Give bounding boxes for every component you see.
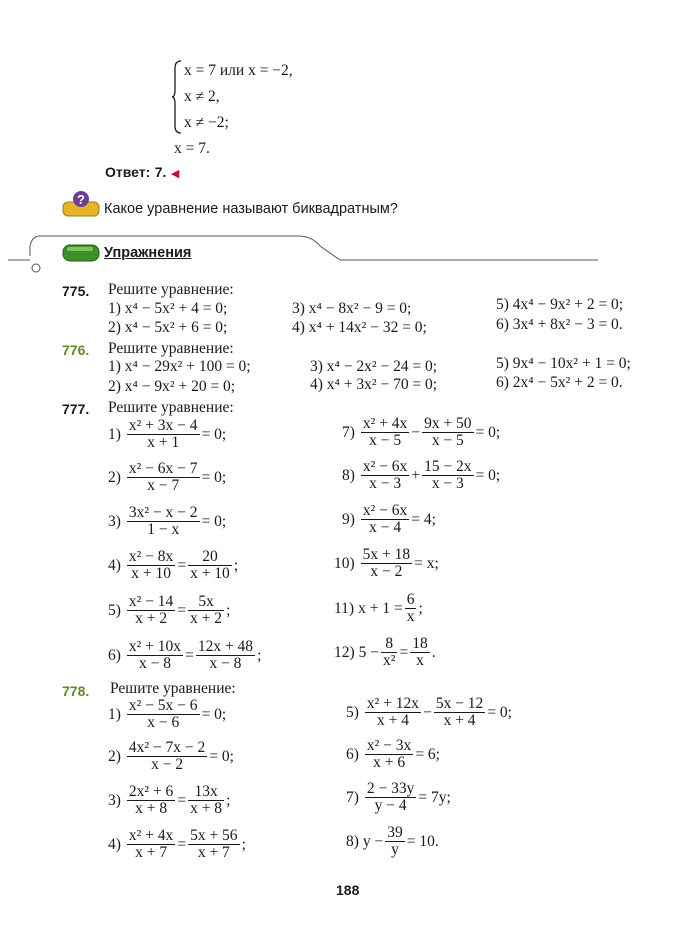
fraction: $\frac{\text{x² − 6x}}{x - 4}$: [362, 502, 408, 536]
ex778-part-7: 7) $\frac{2 - 33y}{y - 4}$ = 7y;: [346, 780, 451, 814]
exercises-icon: [62, 244, 100, 262]
fraction: $\frac{13x}{x + 8}$: [190, 783, 223, 817]
exercise-775-number: 775.: [62, 283, 90, 299]
result-line: x = 7.: [174, 140, 210, 157]
fraction: $\frac{15 - 2x}{x - 3}$: [424, 458, 472, 492]
ex777-part-10: 10) $\frac{5x + 18}{x - 2}$ = x;: [334, 546, 439, 580]
ex777-part-7: 7) $\frac{\text{x² + 4x}}{x - 5}$ − $\frac{9x + 50}{x - 5}$ = 0;: [342, 415, 501, 449]
fraction: $\frac{\text{4x² − 7x − 2}}{x - 2}$: [128, 739, 206, 773]
exercise-777-prompt: Решите уравнение:: [108, 399, 234, 416]
ex775-item-3: 3) x⁴ − 8x² − 9 = 0;: [292, 300, 412, 317]
exercise-778-prompt: Решите уравнение:: [110, 680, 236, 697]
exercise-775-prompt: Решите уравнение:: [108, 281, 234, 298]
end-marker-icon: ◀: [170, 168, 180, 180]
exercise-778-number: 778.: [62, 683, 90, 699]
question-icon: [62, 190, 100, 218]
fraction: $\frac{\text{x² − 8x}}{x + 10}$: [128, 548, 174, 582]
fraction: $\frac{\text{x² + 3x − 4}}{x + 1}$: [128, 417, 198, 451]
ex777-part-6: 6) $\frac{\text{x² + 10x}}{x - 8}$ = $\frac{12x + 48}{x - 8}$ ;: [108, 638, 262, 672]
answer-line: [105, 164, 179, 182]
ex775-item-6: 6) 3x⁴ + 8x² − 3 = 0.: [496, 316, 623, 333]
ex778-part-3: 3) $\frac{\text{2x² + 6}}{x + 8}$ = $\frac{13x}{x + 8}$ ;: [108, 783, 231, 817]
fraction: $\frac{\text{x² + 10x}}{x - 8}$: [128, 638, 182, 672]
ex777-part-12: 12) 5 − $\frac{8}{\text{x²}}$ = $\frac{18}{x}$ .: [334, 635, 436, 669]
ex777-part-4: 4) $\frac{\text{x² − 8x}}{x + 10}$ = $\frac{20}{x + 10}$ ;: [108, 548, 239, 582]
fraction: $\frac{5x + 56}{x + 7}$: [190, 827, 238, 861]
fraction: $\frac{\text{x² + 12x}}{x + 4}$: [366, 695, 420, 729]
fraction: $\frac{5x - 12}{x + 4}$: [435, 695, 484, 729]
system-line-3: x ≠ −2;: [184, 114, 229, 131]
ex777-part-5: 5) $\frac{\text{x² − 14}}{x + 2}$ = $\frac{5x}{x + 2}$ ;: [108, 593, 231, 627]
exercise-777-number: 777.: [62, 401, 90, 417]
system-brace: [172, 60, 182, 134]
ex777-part-1: 1) $\frac{\text{x² + 3x − 4}}{x + 1}$ = 0;: [108, 417, 227, 451]
ex776-item-4: 4) x⁴ + 3x² − 70 = 0;: [310, 376, 438, 393]
fraction: $\frac{39}{y}$: [387, 824, 403, 858]
ex778-part-8: 8) y − $\frac{39}{y}$ = 10.: [346, 824, 439, 858]
ex776-item-3: 3) x⁴ − 2x² − 24 = 0;: [310, 358, 438, 375]
ex777-part-3: 3) $\frac{\text{3x² − x − 2}}{1 - x}$ = 0;: [108, 504, 227, 538]
fraction: $\frac{\text{x² − 3x}}{x + 6}$: [366, 737, 412, 771]
ex775-item-4: 4) x⁴ + 14x² − 32 = 0;: [292, 319, 427, 336]
ex777-part-8: 8) $\frac{\text{x² − 6x}}{x - 3}$ + $\frac{15 - 2x}{x - 3}$ = 0;: [342, 458, 501, 492]
fraction: $\frac{\text{3x² − x − 2}}{1 - x}$: [128, 504, 198, 538]
ex778-part-1: 1) $\frac{\text{x² − 5x − 6}}{x - 6}$ = 0;: [108, 697, 227, 731]
fraction: $\frac{5x}{x + 2}$: [190, 593, 223, 627]
exercise-776-prompt: Решите уравнение:: [108, 340, 234, 357]
fraction: $\frac{18}{x}$: [412, 635, 428, 669]
ex776-item-1: 1) x⁴ − 29x² + 100 = 0;: [108, 358, 251, 375]
fraction: $\frac{\text{2x² + 6}}{x + 8}$: [128, 783, 174, 817]
question-text: Какое уравнение называют биквадратным?: [104, 201, 398, 217]
ex777-part-11: 11) x + 1 = $\frac{6}{x}$ ;: [334, 591, 423, 625]
answer-label: Ответ:: [105, 164, 151, 180]
ex777-part-2: 2) $\frac{\text{x² − 6x − 7}}{x - 7}$ = 0;: [108, 460, 227, 494]
fraction: $\frac{5x + 18}{x - 2}$: [362, 546, 411, 580]
fraction: $\frac{\text{x² + 4x}}{x + 7}$: [128, 827, 174, 861]
fraction: $\frac{9x + 50}{x - 5}$: [424, 415, 472, 449]
fraction: $\frac{12x + 48}{x - 8}$: [197, 638, 254, 672]
ex778-part-2: 2) $\frac{\text{4x² − 7x − 2}}{x - 2}$ = 0;: [108, 739, 234, 773]
ex775-item-2: 2) x⁴ − 5x² + 6 = 0;: [108, 319, 228, 336]
fraction: $\frac{\text{x² − 14}}{x + 2}$: [128, 593, 174, 627]
ex778-part-5: 5) $\frac{\text{x² + 12x}}{x + 4}$ − $\frac{5x - 12}{x + 4}$ = 0;: [346, 695, 512, 729]
fraction: $\frac{\text{x² − 6x − 7}}{x - 7}$: [128, 460, 198, 494]
fraction: $\frac{8}{\text{x²}}$: [383, 635, 396, 669]
answer-value: 7.: [154, 164, 167, 180]
ex777-part-9: 9) $\frac{\text{x² − 6x}}{x - 4}$ = 4;: [342, 502, 436, 536]
ex776-item-2: 2) x⁴ − 9x² + 20 = 0;: [108, 378, 236, 395]
ex775-item-1: 1) x⁴ − 5x² + 4 = 0;: [108, 300, 228, 317]
fraction: $\frac{\text{x² − 6x}}{x - 3}$: [362, 458, 408, 492]
system-line-1: x = 7 или x = −2,: [184, 62, 293, 79]
svg-text:?: ?: [77, 192, 85, 207]
fraction: $\frac{20}{x + 10}$: [190, 548, 230, 582]
fraction: $\frac{6}{x}$: [406, 591, 415, 625]
fraction: $\frac{\text{x² + 4x}}{x - 5}$: [362, 415, 408, 449]
section-title: Упражнения: [104, 245, 192, 261]
system-line-2: x ≠ 2,: [184, 88, 220, 105]
ex778-part-4: 4) $\frac{\text{x² + 4x}}{x + 7}$ = $\frac{5x + 56}{x + 7}$ ;: [108, 827, 246, 861]
ex778-part-6: 6) $\frac{\text{x² − 3x}}{x + 6}$ = 6;: [346, 737, 440, 771]
page-number: 188: [336, 882, 360, 898]
ex775-item-5: 5) 4x⁴ − 9x² + 2 = 0;: [496, 296, 624, 313]
fraction: $\frac{2 - 33y}{y - 4}$: [366, 780, 415, 814]
ex776-item-5: 5) 9x⁴ − 10x² + 1 = 0;: [496, 355, 631, 372]
ex776-item-6: 6) 2x⁴ − 5x² + 2 = 0.: [496, 374, 623, 391]
fraction: $\frac{\text{x² − 5x − 6}}{x - 6}$: [128, 697, 198, 731]
exercise-776-number: 776.: [62, 342, 90, 358]
